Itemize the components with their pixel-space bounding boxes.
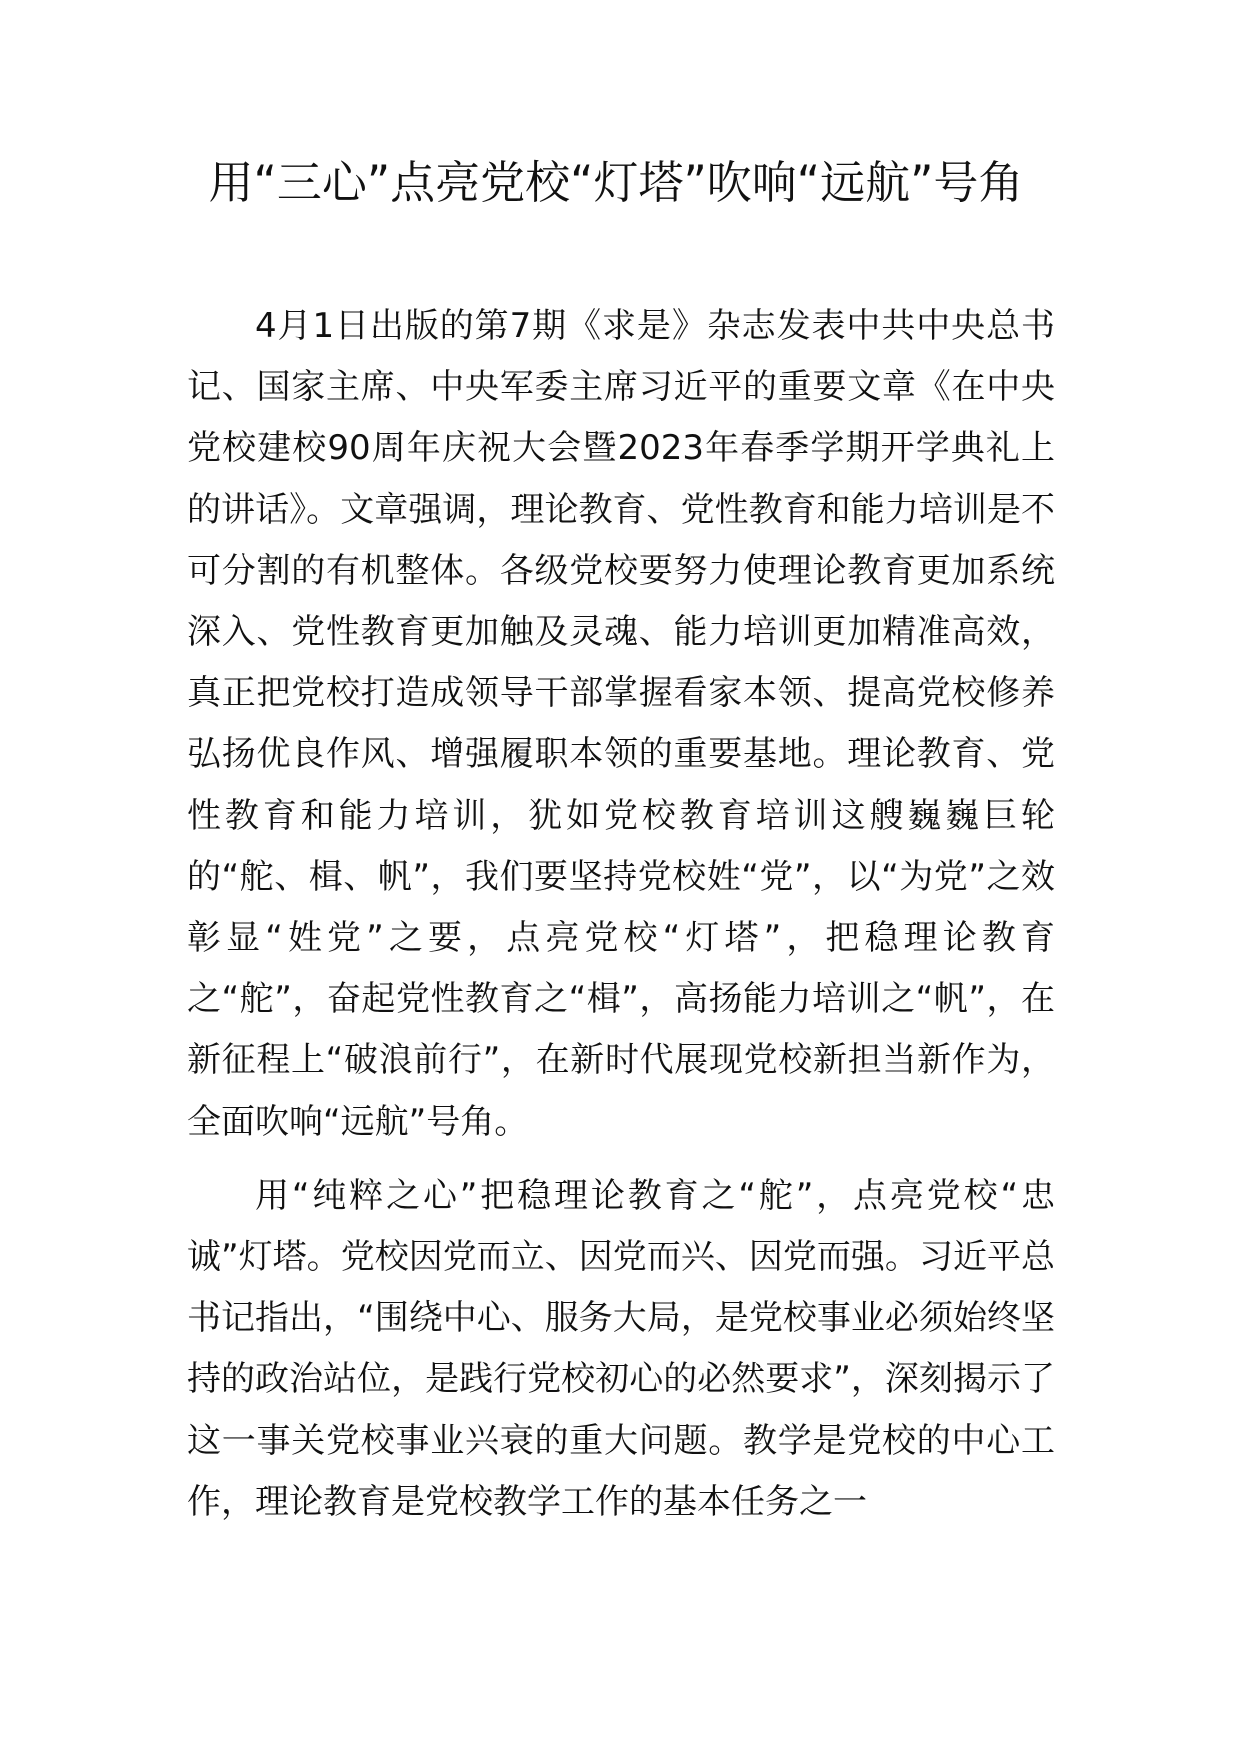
paragraph-1: 4月1日出版的第7期《求是》杂志发表中共中央总书记、国家主席、中央军委主席习近平的重要文章《在中央党校建校90周年庆祝大会暨2023年春季学期开学典礼上的讲话》。文章强调，理论教育、党性教育和能力培训是不可分割的有机整体。各级党校要努力使理论教育更加系统深入、党性教育更加触及灵魂、能力培训更加精准高效，真正把党校打造成领导干部掌握看家本领、提高党校修养弘扬优良作风、增强履职本领的重要基地。理论教育、党性教育和能力培训，犹如党校教育培训这艘巍巍巨轮的“舵、楫、帆”，我们要坚持党校姓“党”，以“为党”之效彰显“姓党”之要，点亮党校“灯塔”，把稳理论教育之“舵”，奋起党性教育之“楫”，高扬能力培训之“帆”，在新征程上“破浪前行”，在新时代展现党校新担当新作为，全面吹响“远航”号角。 — [187, 306, 1055, 1142]
document-title: 用“三心”点亮党校“灯塔”吹响“远航”号角 — [208, 156, 1024, 209]
paragraph-2: 用“纯粹之心”把稳理论教育之“舵”，点亮党校“忠诚”灯塔。党校因党而立、因党而兴、因党而强。习近平总书记指出，“围绕中心、服务大局，是党校事业必须始终坚持的政治站位，是践行党校初心的必然要求”，深刻揭示了这一事关党校事业兴衰的重大问题。教学是党校的中心工作，理论教育是党校教学工作的基本任务之一 — [187, 1175, 1055, 1522]
document-body — [187, 296, 1055, 1533]
